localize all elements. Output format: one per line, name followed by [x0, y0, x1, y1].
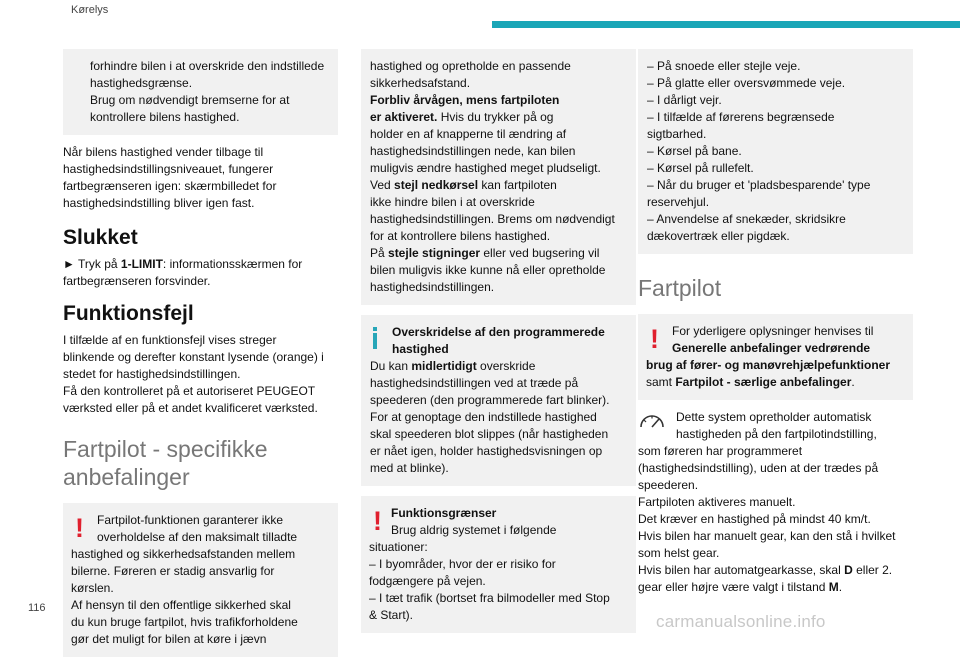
- info-box-overskridelse: Overskridelse af den programmerede hastighed Du kan midlertidigt overskride hastighedsindstillingen ved at træde på speederen (den programmerede fart blinker). For at genoptage den indstillede hastighed skal speederen blot slippes (når hastigheden er nået igen, holder hastighedsvisningen op med at blinke).: [361, 315, 636, 486]
- continuation-box: [63, 49, 338, 135]
- watermark: carmanualsonline.info: [656, 612, 826, 631]
- info-icon: [369, 327, 381, 349]
- header-accent-bar: [492, 21, 960, 28]
- arrow-icon: ►: [63, 257, 75, 271]
- continuation-text: forhindre bilen i at overskride den indstillede hastighedsgrænse. Brug om nødvendigt bremserne for at kontrollere bilens hastighed.: [90, 59, 325, 124]
- column-3: [638, 49, 913, 596]
- cruise-control-icon: [638, 413, 666, 431]
- column-2: [361, 49, 636, 642]
- slukket-text: ► Tryk på 1-LIMIT: informationsskærmen for fartbegrænseren forsvinder.: [63, 257, 303, 288]
- fartpilot-heading: Fartpilot: [638, 275, 722, 301]
- funktionsfejl-heading: Funktionsfejl: [63, 302, 194, 325]
- cruise-control-description: Dette system opretholder automatisk hastigheden på den fartpilotindstilling, som føreren har programmeret (hastighedsindstilling), uden at der trædes på speederen. Fartpiloten aktiveres manuelt. Det kræver en hastighed på mindst 40 km/t. Hvis bilen har manuelt gear, kan den stå i hvilket som helst gear. Hvis bilen har automatgearkasse, skal D eller 2. gear eller højre være valgt i tilstand M.: [638, 410, 896, 594]
- warning-box: ! Fartpilot-funktionen garanterer ikke overholdelse af den maksimalt tilladte hastighed og sikkerhedsafstanden mellem bilerne. Føreren er stadig ansvarlig for kørslen. Af hensyn til den offentlige sikkerhed skal du kun bruge fartpilot, hvis trafikforholdene gør det muligt for bilen at køre i jævn: [63, 503, 338, 657]
- warning-box-henvisning: ! For yderligere oplysninger henvises til Generelle anbefalinger vedrørende brug af fører- og manøvrehjælpefunktioner samt Fartpilot - særlige anbefalinger.: [638, 314, 913, 400]
- situations-box: – På snoede eller stejle veje. – På glatte eller oversvømmede veje. – I dårligt vejr. – I tilfælde af førerens begrænsede sigtbarhed. – Kørsel på bane. – Kørsel på rullefelt. – Når du bruger et 'pladsbesparende' type reservehjul. – Anvendelse af snekæder, skridsikre dækovertræk eller pigdæk.: [638, 49, 913, 254]
- fartpilot-specifikke-heading: Fartpilot - specifikke anbefalinger: [63, 436, 268, 490]
- speed-return-paragraph: Når bilens hastighed vender tilbage til hastighedsindstillingsniveauet, fungerer fartbegrænseren igen: skærmbilledet for hastighedsindstilling bliver igen fast.: [63, 145, 277, 210]
- column-1: [63, 49, 338, 666]
- slukket-heading: Slukket: [63, 226, 138, 249]
- page-number: 116: [28, 602, 46, 614]
- warning-exclamation-icon: !: [75, 513, 84, 543]
- funktionsfejl-text: I tilfælde af en funktionsfejl vises streger blinkende og derefter konstant lysende (orange) i stedet for hastighedsindstillingen. Få den kontrolleret på et autoriseret PEUGEOT værksted eller på et andet kvalificeret værksted.: [63, 333, 324, 415]
- warning-exclamation-icon: !: [650, 324, 659, 354]
- warning-exclamation-icon: !: [373, 506, 382, 536]
- warning-box-funktionsgraenser: ! Funktionsgrænser Brug aldrig systemet i følgende situationer: – I byområder, hvor der er risiko for fodgængere på vejen. – I tæt trafik (bortset fra bilmodeller med Stop & Start).: [361, 496, 636, 633]
- header-title: Kørelys: [71, 4, 109, 16]
- continuation-box: hastighed og opretholde en passende sikkerhedsafstand. Forbliv årvågen, mens fartpiloten er aktiveret. Hvis du trykker på og holder en af knapperne til ændring af hastighedsindstillingen nede, kan bilen muligvis ændre hastighed meget pludseligt. Ved stejl nedkørsel kan fartpiloten ikke hindre bilen i at overskride hastighedsindstillingen. Brems om nødvendigt for at kontrollere bilens hastighed. På stejle stigninger eller ved bugsering vil bilen muligvis ikke kunne nå eller opretholde hastighedsindstillingen.: [361, 49, 636, 305]
